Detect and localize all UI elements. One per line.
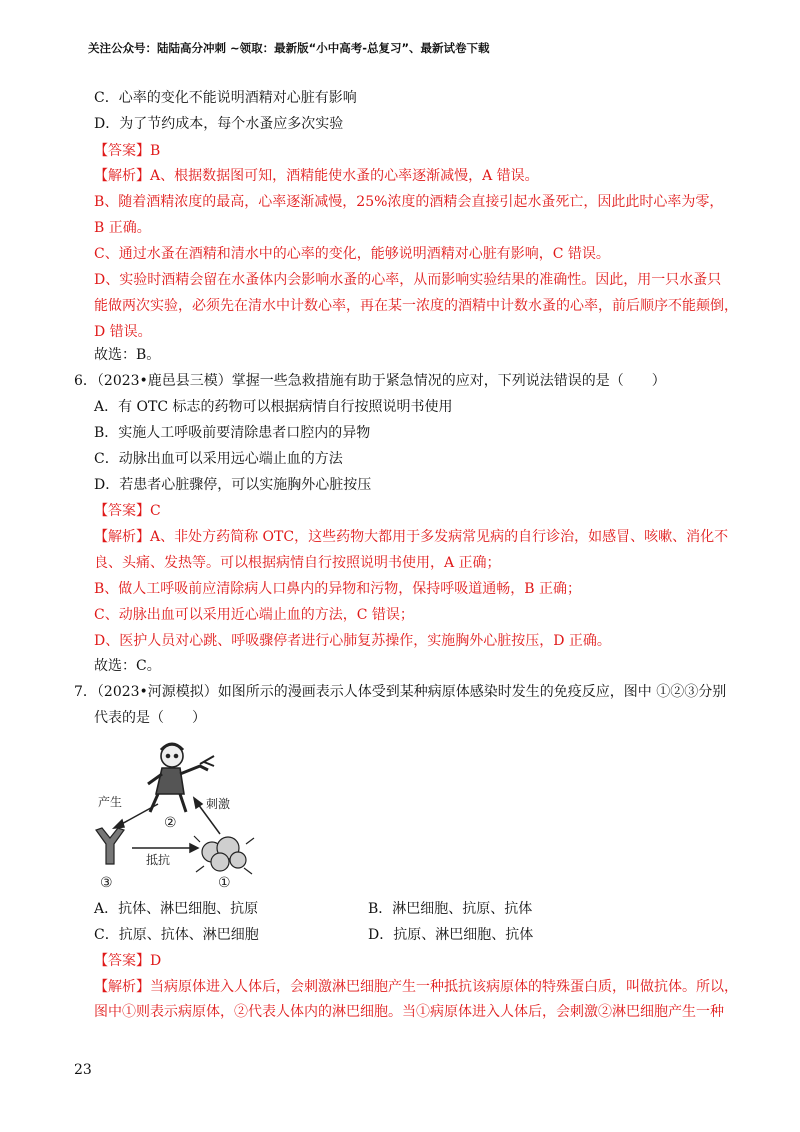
q6-analysis-line: B、做人工呼吸前应清除病人口鼻内的异物和污物，保持呼吸道通畅，B 正确； [94,581,582,597]
q7-analysis-line: 图中①则表示病原体，②代表人体内的淋巴细胞。当①病原体进入人体后，会刺激②淋巴细胞产生一种 [94,1004,724,1020]
immune-response-figure [88,734,268,894]
q7-option-c: C．抗原、抗体、淋巴细胞 [94,927,259,943]
figure-number-1: ① [218,875,231,891]
lymphocyte-figure [148,744,214,812]
q6-conclusion: 故选：C。 [94,658,161,674]
q6-option-b: B．实施人工呼吸前要清除患者口腔内的异物 [94,425,371,441]
q5-conclusion: 故选：B。 [94,347,161,363]
q6-analysis-line: 【解析】A、非处方药简称 OTC，这些药物大都用于多发病常见病的自行诊治，如感冒、咳嗽、消化不 [94,529,729,545]
q6-option-d: D．若患者心脏骤停，可以实施胸外心脏按压 [94,477,372,493]
arrow-head [190,844,198,852]
figure-number-2: ② [164,815,177,831]
q7-option-d: D．抗原、淋巴细胞、抗体 [368,927,534,943]
page-number: 23 [74,1062,92,1078]
arrow-head [194,798,202,808]
page-header: 关注公众号：陆陆高分冲刺 ~领取：最新版“小中高考-总复习”、最新试卷下载 [88,41,490,55]
q5-analysis-line: B 正确。 [94,220,151,236]
q7-option-b: B．淋巴细胞、抗原、抗体 [368,901,533,917]
figure-number-3: ③ [100,875,113,891]
label-resist: 抵抗 [146,853,171,867]
q6-analysis-line: D、医护人员对心跳、呼吸骤停者进行心肺复苏操作，实施胸外心脏按压，D 正确。 [94,633,611,649]
q6-option-a: A．有 OTC 标志的药物可以根据病情自行按照说明书使用 [94,399,453,415]
label-stimulate: 刺激 [206,797,231,811]
q7-option-a: A．抗体、淋巴细胞、抗原 [94,901,259,917]
pathogen-figure [194,836,254,874]
label-produce: 产生 [98,795,123,809]
q7-answer: 【答案】D [94,953,162,969]
q5-analysis-line: D 错误。 [94,324,152,340]
q5-analysis-line: D、实验时酒精会留在水蚤体内会影响水蚤的心率，从而影响实验结果的准确性。因此，用一只水蚤只 [94,272,722,288]
q5-analysis-line: C、通过水蚤在酒精和清水中的心率的变化，能够说明酒精对心脏有影响，C 错误。 [94,246,610,262]
q6-answer: 【答案】C [94,503,161,519]
q5-option-c: C．心率的变化不能说明酒精对心脏有影响 [94,90,357,106]
q6-analysis-line: 良、头痛、发热等。可以根据病情自行按照说明书使用，A 正确； [94,555,501,571]
antibody-figure [96,828,124,864]
q7-stem-cont: 代表的是（ ） [94,710,206,726]
q7-analysis-line: 【解析】当病原体进入人体后，会刺激淋巴细胞产生一种抵抗该病原体的特殊蛋白质，叫做抗体。所以， [94,979,738,995]
arrow-head [114,820,124,828]
q5-answer: 【答案】B [94,143,161,159]
q5-analysis-line: B、随着酒精浓度的最高，心率逐渐减慢，25%浓度的酒精会直接引起水蚤死亡，因此此时心率为零， [94,194,724,210]
q5-analysis-line: 能做两次实验，必须先在清水中计数心率，再在某一浓度的酒精中计数水蚤的心率，前后顺序不能颠倒， [94,298,738,314]
arrow-produce [118,804,158,826]
q5-option-d: D．为了节约成本，每个水蚤应多次实验 [94,116,344,132]
q6-stem: 6．（2023•鹿邑县三模）掌握一些急救措施有助于紧急情况的应对，下列说法错误的是（ ） [74,373,666,389]
q6-analysis-line: C、动脉出血可以采用近心端止血的方法，C 错误； [94,607,414,623]
q7-stem: 7．（2023•河源模拟）如图所示的漫画表示人体受到某种病原体感染时发生的免疫反应，图中 ①②③分别 [74,684,727,700]
q5-analysis-line: 【解析】A、根据数据图可知，酒精能使水蚤的心率逐渐减慢，A 错误。 [94,168,539,184]
q6-option-c: C．动脉出血可以采用远心端止血的方法 [94,451,343,467]
